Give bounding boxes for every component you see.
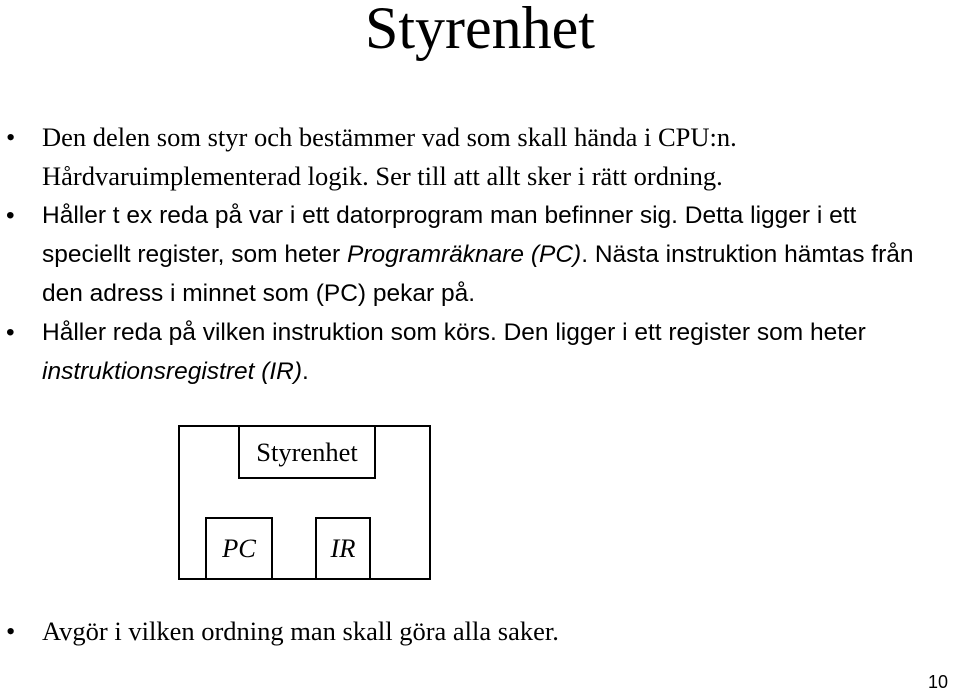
- page-number: 10: [927, 672, 948, 692]
- slide-title: Styrenhet: [365, 0, 595, 61]
- diagram-label-styrenhet: Styrenhet: [256, 436, 358, 467]
- bullet-icon: •: [6, 122, 16, 152]
- bullet-text-italic: Programräknare (PC): [347, 241, 582, 268]
- bullet-text: Avgör i vilken ordning man skall göra alla saker.: [42, 616, 559, 646]
- bullet-icon: •: [6, 319, 15, 346]
- bullet-text: Håller t ex reda på var i ett datorprogram man befinner sig. Detta ligger i ett speciellt register, som heter: [42, 202, 857, 268]
- bullet-item: [0, 118, 960, 196]
- bullet-text: Håller reda på vilken instruktion som körs. Den ligger i ett register som heter: [42, 319, 866, 346]
- bullet-text: . Nästa instruktion hämtas från den adress i minnet som (PC) pekar på.: [42, 241, 914, 307]
- diagram-label-pc: PC: [222, 533, 256, 563]
- bullet-item: [0, 196, 960, 313]
- bullet-item: [0, 612, 960, 651]
- bullet-text-italic: instruktionsregistret (IR): [42, 358, 303, 385]
- diagram-label-ir: IR: [330, 533, 356, 563]
- control-unit-diagram: [178, 425, 429, 578]
- bullet-text: .: [302, 358, 309, 385]
- bullet-icon: •: [6, 616, 16, 646]
- bullet-list-bottom: [0, 612, 960, 651]
- bullet-list: [0, 118, 960, 391]
- bullet-item: [0, 313, 960, 391]
- bullet-icon: •: [6, 202, 15, 229]
- diagram-box-ir: [315, 517, 371, 580]
- diagram-box-styrenhet: [238, 425, 376, 479]
- bullet-text: Den delen som styr och bestämmer vad som skall hända i CPU:n. Hårdvaruimplementerad logik. Ser till att allt sker i rätt ordning.: [42, 122, 737, 191]
- diagram-box-pc: [205, 517, 273, 580]
